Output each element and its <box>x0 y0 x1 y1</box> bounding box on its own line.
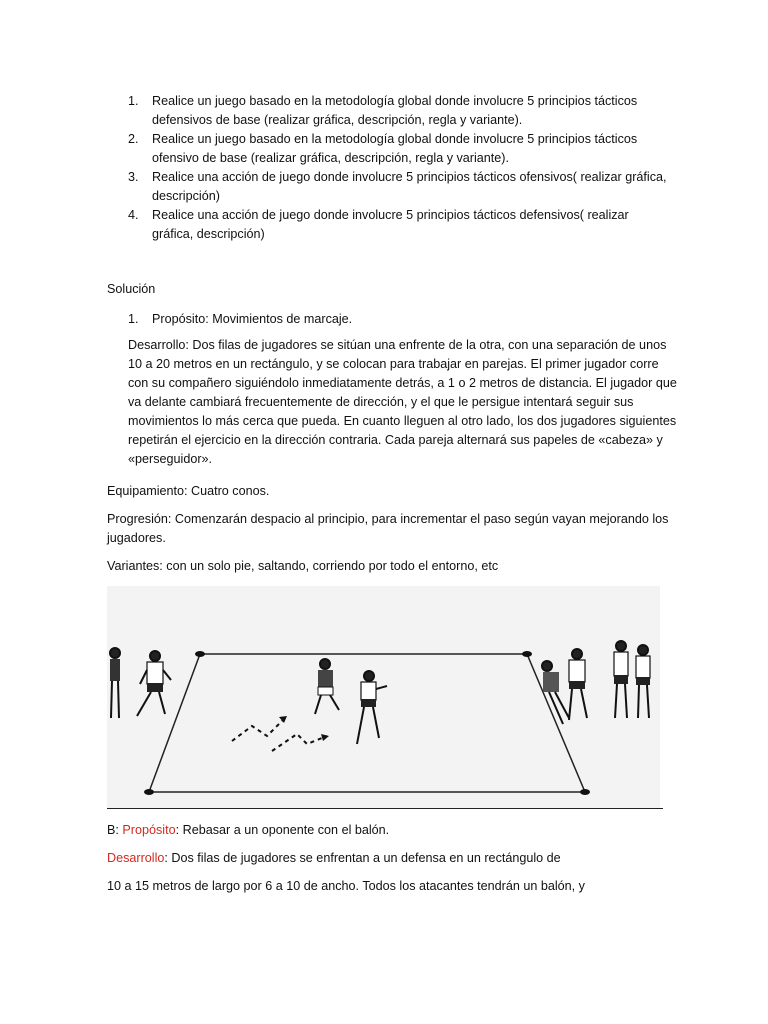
solution-purpose: 1. Propósito: Movimientos de marcaje. <box>128 312 353 326</box>
player-figure-icon <box>315 659 339 714</box>
path-arrow-icon <box>272 734 327 751</box>
task-item: 2. Realice un juego basado en la metodología global donde involucre 5 principios tácticos ofensivo de base (realizar gráfica, descripción, regla y variante). <box>128 132 638 165</box>
solution-heading: Solución <box>107 282 156 296</box>
drill-diagram-illustration <box>107 586 660 808</box>
equipamiento-line: Equipamiento: Cuatro conos. <box>107 484 270 498</box>
task-text: Realice un juego basado en la metodología global donde involucre 5 principios tácticos defensivos de base (realizar gráfica, descripción, regla y variante). <box>152 94 638 127</box>
player-figure-icon <box>614 641 628 718</box>
player-figure-icon <box>357 671 387 744</box>
cone-icon <box>522 651 532 657</box>
player-figure-icon <box>137 651 171 716</box>
task-list <box>128 92 668 244</box>
purpose-label: Propósito <box>122 823 176 837</box>
progresion-paragraph: Progresión: Comenzarán despacio al principio, para incrementar el paso según vayan mejorando los jugadores. <box>107 512 669 545</box>
task-item: 3. Realice una acción de juego donde involucre 5 principios tácticos ofensivos( realizar gráfica, descripción) <box>128 170 667 203</box>
desarrollo-label: Desarrollo <box>107 851 165 865</box>
drill-diagram-svg <box>107 586 660 808</box>
player-figure-icon <box>636 645 650 718</box>
player-figure-icon <box>569 649 587 720</box>
task-item: 4. Realice una acción de juego donde involucre 5 principios tácticos defensivos( realizar gráfica, descripción) <box>128 208 629 241</box>
horizontal-divider <box>107 808 663 809</box>
arrow-head-icon <box>321 734 329 741</box>
arrow-head-icon <box>279 716 287 723</box>
task-item: 1. Realice un juego basado en la metodología global donde involucre 5 principios tácticos defensivos de base (realizar gráfica, descripción, regla y variante). <box>128 94 638 127</box>
path-arrow-icon <box>232 716 287 741</box>
desarrollo-paragraph: Desarrollo: Dos filas de jugadores se sitúan una enfrente de la otra, con una separación de unos 10 a 20 metros en un rectángulo, y se colocan para trabajar en parejas. El primer jugador corre con su compañero siguiéndolo inmediatamente detrás, a 1 o 2 metros de distancia. El jugador que va delante cambiará frecuentemente de dirección, y el que le persigue intentará seguir sus movimientos lo más cerca que pueda. En cuanto lleguen al otro lado, los dos jugadores siguientes repetirán el ejercicio en la dirección contraria. Cada pareja alternará sus papeles de «cabeza» y «perseguidor». <box>128 338 677 466</box>
section-b-continuation: 10 a 15 metros de largo por 6 a 10 de ancho. Todos los atacantes tendrán un balón, y <box>107 879 585 893</box>
section-b-desarrollo: Desarrollo: Dos filas de jugadores se enfrentan a un defensa en un rectángulo de <box>107 851 561 865</box>
task-text: Realice un juego basado en la metodología global donde involucre 5 principios tácticos ofensivo de base (realizar gráfica, descripción, regla y variante). <box>152 132 638 165</box>
variantes-line: Variantes: con un solo pie, saltando, corriendo por todo el entorno, etc <box>107 559 499 573</box>
player-figure-icon <box>110 648 120 718</box>
cone-icon <box>144 789 154 795</box>
cone-icon <box>580 789 590 795</box>
task-text: Realice una acción de juego donde involucre 5 principios tácticos ofensivos( realizar gráfica, descripción) <box>152 170 667 203</box>
task-text: Realice una acción de juego donde involucre 5 principios tácticos defensivos( realizar gráfica, descripción) <box>152 208 629 241</box>
player-figure-icon <box>542 661 569 724</box>
cone-icon <box>195 651 205 657</box>
section-b-purpose: B: Propósito: Rebasar a un oponente con el balón. <box>107 823 390 837</box>
